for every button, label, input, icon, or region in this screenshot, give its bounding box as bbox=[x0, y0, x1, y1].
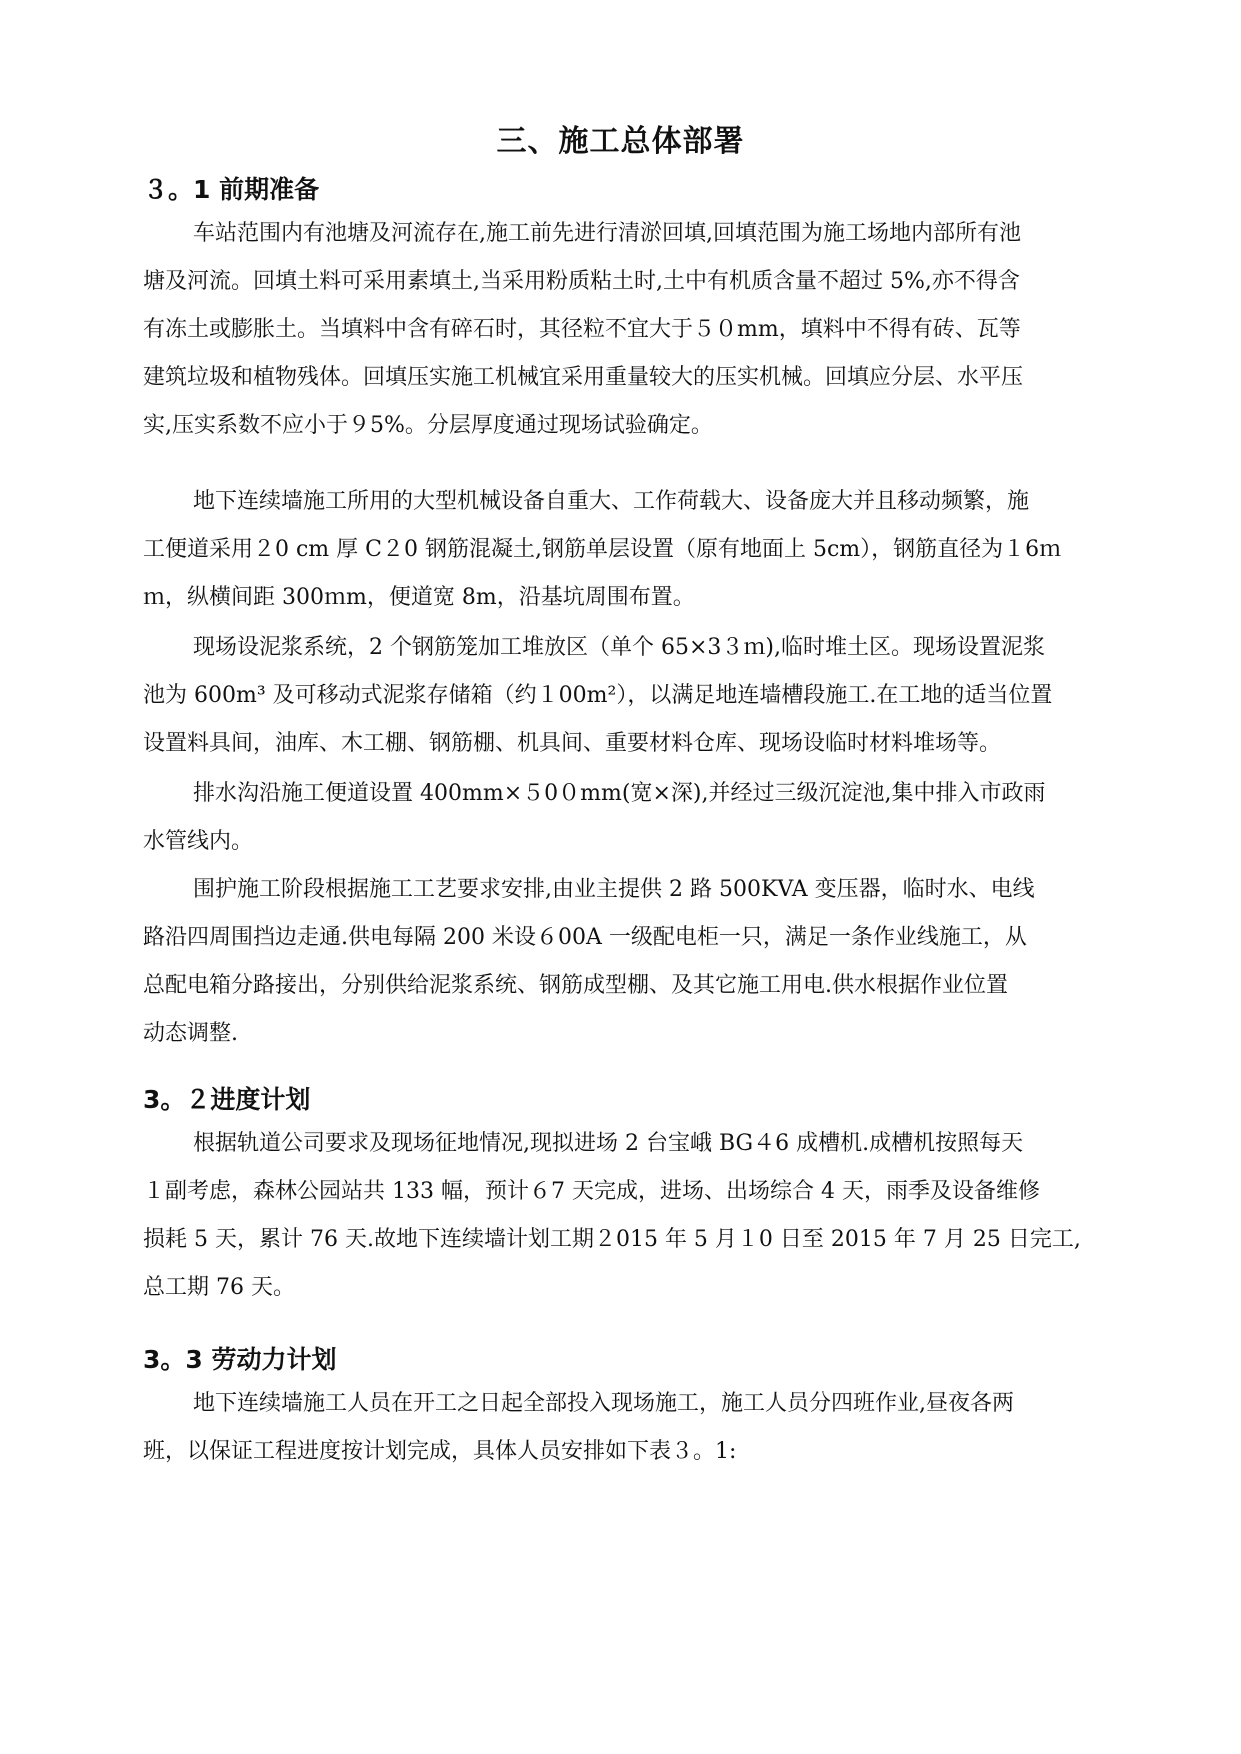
section-heading-3-1: ３。1 前期准备 bbox=[143, 175, 320, 204]
paragraph bbox=[143, 210, 1123, 450]
text-line: 路沿四周围挡边走通.供电每隔 200 米设６00A 一级配电柜一只，满足一条作业线施工，从 bbox=[143, 925, 1027, 950]
text-line: 建筑垃圾和植物残体。回填压实施工机械宜采用重量较大的压实机械。回填应分层、水平压 bbox=[143, 365, 1024, 390]
text-line: 地下连续墙施工人员在开工之日起全部投入现场施工，施工人员分四班作业,昼夜各两 bbox=[193, 1391, 1014, 1416]
text-line: ｍ，纵横间距 300ｍm，便道宽 8m，沿基坑周围布置。 bbox=[143, 585, 695, 610]
paragraph bbox=[143, 624, 1123, 768]
text-line: 总工期 76 天。 bbox=[143, 1275, 295, 1300]
text-line: 工便道采用２0 cm 厚 C２0 钢筋混凝土,钢筋单层设置（原有地面上 5cm），钢筋直径为１6ｍ bbox=[143, 537, 1062, 562]
text-line: 设置料具间，油库、木工棚、钢筋棚、机具间、重要材料仓库、现场设临时材料堆场等。 bbox=[143, 731, 1002, 756]
paragraph bbox=[143, 1120, 1123, 1312]
text-line: １副考虑，森林公园站共 133 幅，预计６7 天完成，进场、出场综合 4 天，雨季及设备维修 bbox=[143, 1179, 1040, 1204]
text-line: 损耗 5 天，累计 76 天.故地下连续墙计划工期２015 年 5 月１0 日至 2015 年 7 月 25 日完工, bbox=[143, 1227, 1081, 1252]
text-line: 排水沟沿施工便道设置 400mm×５0０mm(宽×深),并经过三级沉淀池,集中排入市政雨 bbox=[193, 781, 1046, 806]
section-heading-3-3: 3。3 劳动力计划 bbox=[143, 1345, 337, 1374]
text-line: 现场设泥浆系统，2 个钢筋笼加工堆放区（单个 65×3３ｍ),临时堆土区。现场设置泥浆 bbox=[193, 635, 1045, 660]
text-line: 塘及河流。回填土料可采用素填土,当采用粉质粘土时,土中有机质含量不超过 5%,亦不得含 bbox=[143, 269, 1020, 294]
text-line: 车站范围内有池塘及河流存在,施工前先进行清淤回填,回填范围为施工场地内部所有池 bbox=[193, 221, 1021, 246]
text-line: 实,压实系数不应小于９5%。分层厚度通过现场试验确定。 bbox=[143, 413, 713, 438]
text-line: 围护施工阶段根据施工工艺要求安排,由业主提供 2 路 500KVA 变压器，临时水、电线 bbox=[193, 877, 1035, 902]
text-line: 水管线内。 bbox=[143, 829, 254, 854]
text-line: 班，以保证工程进度按计划完成，具体人员安排如下表３。1: bbox=[143, 1439, 737, 1464]
paragraph bbox=[143, 1380, 1123, 1476]
paragraph bbox=[143, 866, 1123, 1058]
paragraph bbox=[143, 478, 1123, 622]
text-line: 有冻土或膨胀土。当填料中含有碎石时，其径粒不宜大于５０mm，填料中不得有砖、瓦等 bbox=[143, 317, 1021, 342]
text-line: 根据轨道公司要求及现场征地情况,现拟进场 2 台宝峨 BG４6 成槽机.成槽机按照每天 bbox=[193, 1131, 1024, 1156]
text-line: 池为 600m³ 及可移动式泥浆存储箱（约１00m²），以满足地连墙槽段施工.在工地的适当位置 bbox=[143, 683, 1053, 708]
text-line: 动态调整. bbox=[143, 1021, 238, 1046]
paragraph bbox=[143, 770, 1123, 866]
section-heading-3-2: 3。２进度计划 bbox=[143, 1085, 311, 1114]
text-line: 地下连续墙施工所用的大型机械设备自重大、工作荷载大、设备庞大并且移动频繁，施 bbox=[193, 489, 1030, 514]
page-title: 三、施工总体部署 bbox=[496, 124, 745, 159]
text-line: 总配电箱分路接出，分别供给泥浆系统、钢筋成型棚、及其它施工用电.供水根据作业位置 bbox=[143, 973, 1008, 998]
